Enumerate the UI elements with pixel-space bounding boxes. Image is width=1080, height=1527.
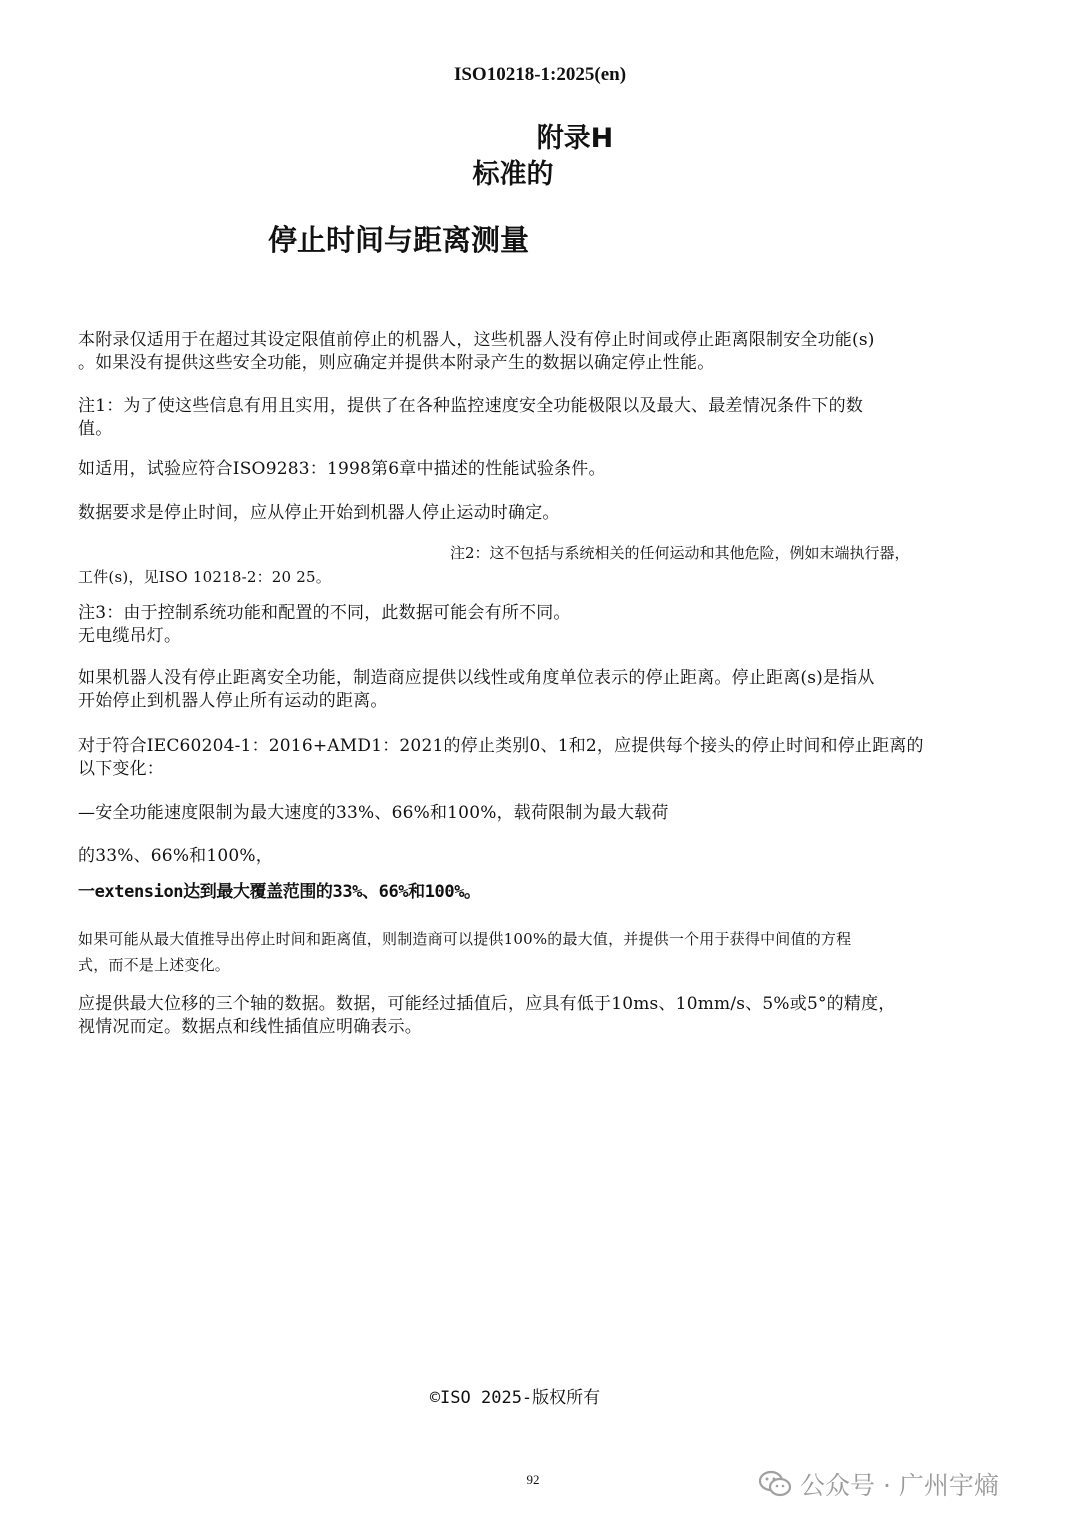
annex-heading: 停止时间与距离测量 [268,223,530,257]
bullet-extension: 一extension达到最大覆盖范围的33%、66%和100%。 [78,882,481,902]
paragraph-maximum-values [78,926,1008,978]
watermark-text: 公众号 · 广州宇熵 [800,1471,999,1500]
paragraph-stopping-time: 数据要求是停止时间，应从停止开始到机器人停止运动时确定。 [78,503,560,523]
note-2-line1: 注2：这不包括与系统相关的任何运动和其他危险，例如末端执行器， [450,544,910,562]
annex-title: 附录H [536,123,614,154]
copyright-notice: ©ISO 2025-版权所有 [429,1388,601,1408]
text-line: 注1：为了使这些信息有用且实用，提供了在各种监控速度安全功能极限以及最大、最差情况条件下的数 [78,396,864,416]
text-line: 如果可能从最大值推导出停止时间和距离值，则制造商可以提供100%的最大值，并提供一个用于获得中间值的方程 [78,930,852,948]
text-line: 以下变化： [78,759,164,779]
wechat-icon [758,1469,792,1499]
text-line: 值。 [78,419,113,439]
text-line: 对于符合IEC60204-1：2016+AMD1：2021的停止类别0、1和2，应提供每个接头的停止时间和停止距离的 [78,736,924,756]
bullet-speed-load-cont: 的33%、66%和100%， [78,846,273,866]
note-1 [78,395,1008,441]
text-line: 无电缆吊灯。 [78,626,182,646]
watermark [758,1466,999,1502]
bullet-speed-load: —安全功能速度限制为最大速度的33%、66%和100%，载荷限制为最大载荷 [78,803,669,823]
text-line: 本附录仅适用于在超过其设定限值前停止的机器人，这些机器人没有停止时间或停止距离限制安全功能(s) [78,330,875,350]
paragraph-stopping-distance [78,667,1008,713]
paragraph-axes-data [78,993,1008,1039]
text-line: 开始停止到机器人停止所有运动的距离。 [78,691,388,711]
page-number: 92 [526,1472,540,1487]
note-3 [78,602,1008,648]
text-line: 注3：由于控制系统功能和配置的不同，此数据可能会有所不同。 [78,603,571,623]
paragraph-stop-categories [78,735,1008,781]
text-line: 。如果没有提供这些安全功能，则应确定并提供本附录产生的数据以确定停止性能。 [78,353,715,373]
paragraph-test-conditions: 如适用，试验应符合ISO9283：1998第6章中描述的性能试验条件。 [78,459,606,479]
paragraph-scope [78,329,1008,375]
annex-subtitle: 标准的 [472,159,554,190]
text-line: 式，而不是上述变化。 [78,956,231,974]
text-line: 如果机器人没有停止距离安全功能，制造商应提供以线性或角度单位表示的停止距离。停止距离(s)是指从 [78,668,875,688]
document-code: ISO10218-1:2025(en) [453,64,627,85]
note-2-line2: 工件(s)，见ISO 10218-2：20 25。 [78,568,331,586]
text-line: 视情况而定。数据点和线性插值应明确表示。 [78,1017,422,1037]
text-line: 应提供最大位移的三个轴的数据。数据，可能经过插值后，应具有低于10ms、10mm/s、5%或5°的精度， [78,994,896,1014]
